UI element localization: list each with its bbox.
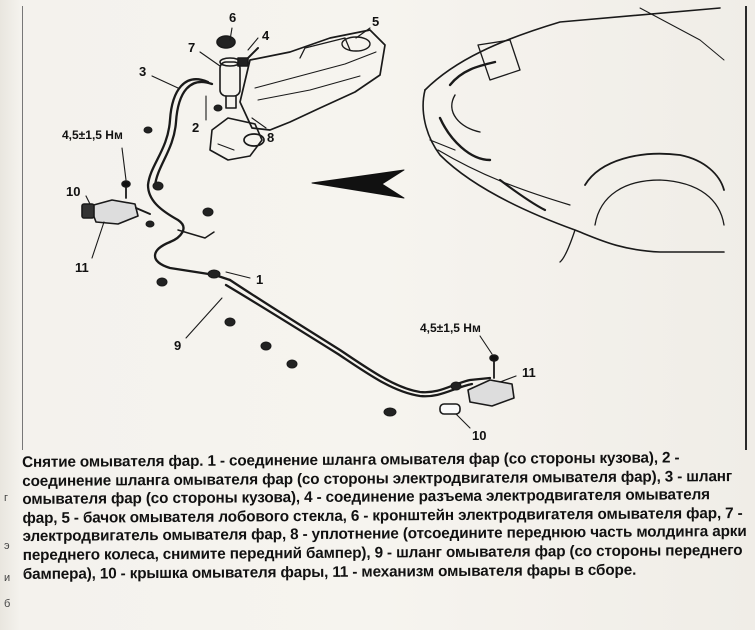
callout-7: 7: [188, 40, 196, 55]
torque-label-left: 4,5±1,5 Нм: [62, 128, 123, 142]
car-front-illustration: [423, 8, 724, 262]
margin-mark-1: г: [4, 492, 9, 504]
margin-mark-3: и: [4, 572, 11, 584]
washer-motor: [217, 36, 258, 108]
figure-caption: Снятие омывателя фар. 1 - соединение шланга омывателя фар (со стороны кузова), 2 - соединение шланга омывателя фар (со стороны электродвигателя омывателя фар), 3 - шланг омывателя фар (со стороны кузова), 4 - соединение разъема электродвигателя омывателя фар, 5 - бачок омывателя лобового стекла, 6 - кронштейн электродвигателя омывателя фар, 7 - электродвигатель омывателя фар, 8 - уплотнение (отсоедините переднюю часть молдинга арки переднего колеса, снимите передний бампер), 9 - шланг омывателя фар (со стороны переднего бампера), 10 - крышка омывателя фары, 11 - механизм омывателя фары в сборе.: [22, 449, 747, 583]
callout-11-left: 11: [75, 260, 89, 275]
margin-mark-4: б: [4, 598, 11, 610]
callout-5: 5: [372, 14, 380, 29]
callout-8: 8: [267, 130, 275, 145]
torque-label-right: 4,5±1,5 Нм: [420, 321, 481, 335]
hose-clips: [144, 105, 461, 416]
callout-6: 6: [229, 10, 237, 25]
callout-10-left: 10: [66, 184, 81, 199]
callout-3: 3: [139, 64, 147, 79]
callout-4: 4: [262, 28, 270, 43]
left-nozzle-assembly: [82, 181, 150, 224]
direction-arrow: [312, 170, 404, 198]
callout-9: 9: [174, 338, 182, 353]
callout-11-right: 11: [522, 365, 536, 380]
margin-mark-2: э: [4, 540, 10, 552]
callout-2: 2: [192, 120, 200, 135]
leader-lines: [86, 28, 516, 428]
callout-1: 1: [256, 272, 264, 287]
callout-10-right: 10: [472, 428, 487, 443]
washer-hoses: [148, 79, 490, 396]
